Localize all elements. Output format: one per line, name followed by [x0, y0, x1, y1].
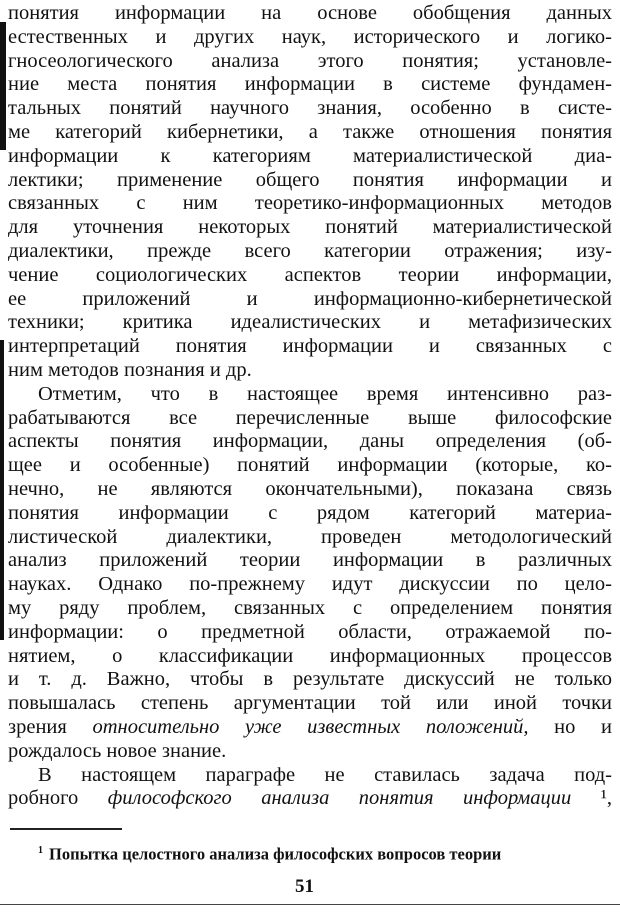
text-line — [8, 478, 612, 502]
text-segment: гносеологического анализа этого понятия; установле- — [8, 49, 612, 72]
text-line — [8, 288, 612, 312]
text-segment: ее приложений и информационно-кибернетической — [8, 287, 612, 310]
text-segment: ним методов познания и др. — [8, 358, 252, 381]
text-line — [8, 526, 612, 550]
text-line — [8, 264, 612, 288]
text-line — [8, 645, 612, 669]
text-segment: диалектики, прежде всего категории отражения; изу- — [8, 239, 612, 262]
text-line — [8, 668, 612, 692]
text-segment: Отметим, что в настоящее время интенсивно раз- — [38, 382, 612, 405]
text-segment: листической диалектики, проведен методологический — [8, 525, 612, 548]
footnote-marker: 1 — [38, 845, 43, 856]
text-line — [8, 216, 612, 240]
text-line — [8, 335, 612, 359]
footnote — [38, 840, 612, 866]
text-segment: для уточнения некоторых понятий материалистической — [8, 216, 612, 239]
text-line — [8, 407, 612, 431]
text-segment: и т. д. Важно, чтобы в результате дискуссий не только — [8, 668, 612, 691]
text-segment: науках. Однако по-прежнему идут дискуссии по цело- — [8, 573, 612, 596]
text-segment: ме категорий кибернетики, а также отношения понятия — [8, 120, 612, 143]
text-segment: нечно, не являются окончательными), показана связь — [8, 477, 612, 500]
text-line — [8, 502, 612, 526]
text-line — [8, 240, 612, 264]
text-segment: информации к категориям материалистической диа- — [8, 144, 612, 167]
text-line — [8, 430, 612, 454]
text-line — [8, 359, 612, 383]
text-segment: рождалось новое знание. — [8, 739, 227, 762]
text-segment: интерпретаций понятия информации и связанных с — [8, 335, 612, 358]
body-text — [8, 2, 612, 811]
text-line — [8, 26, 612, 50]
text-line — [8, 2, 612, 26]
text-line — [8, 50, 612, 74]
scan-edge-mark — [0, 22, 6, 150]
text-line — [8, 716, 612, 740]
italic-segment: относительно уже известных положений, — [92, 715, 529, 738]
text-segment: понятия информации на основе обобщения данных — [8, 2, 612, 24]
text-segment: техники; критика идеалистических и метафизических — [8, 311, 612, 334]
text-segment: му ряду проблем, связанных с определением понятия — [8, 596, 612, 619]
text-line — [8, 121, 612, 145]
text-line — [8, 145, 612, 169]
text-segment: зрения — [8, 715, 93, 738]
text-segment: лектики; применение общего понятия информации и — [8, 168, 612, 191]
text-segment: связанных с ним теоретико-информационных методов — [8, 192, 612, 215]
text-line — [8, 169, 612, 193]
footnote-separator — [10, 828, 122, 830]
page-bottom-edge — [0, 904, 620, 905]
page-number: 51 — [295, 876, 314, 897]
text-line — [8, 597, 612, 621]
text-segment: ¹, — [571, 787, 612, 810]
footnote-text: Попытка целостного анализа философских вопросов теории — [49, 844, 502, 864]
text-line — [8, 311, 612, 335]
text-line — [8, 787, 612, 811]
text-segment: повышалась степень аргументации той или иной точки — [8, 692, 612, 715]
text-line — [8, 383, 612, 407]
text-segment: чение социологических аспектов теории информации, — [8, 263, 612, 286]
text-segment: В настоящем параграфе не ставилась задача под- — [38, 763, 612, 786]
text-line — [8, 764, 612, 788]
text-segment: анализ приложений теории информации в различных — [8, 549, 612, 572]
text-segment: рабатываются все перечисленные выше философские — [8, 406, 612, 429]
text-line — [8, 73, 612, 97]
text-line — [8, 740, 612, 764]
text-line — [8, 549, 612, 573]
text-line — [8, 621, 612, 645]
text-segment: ние места понятия информации в системе фундамен- — [8, 73, 612, 96]
text-segment: тальных понятий научного знания, особенно в систе- — [8, 97, 612, 120]
text-line — [8, 692, 612, 716]
scan-edge-mark — [0, 340, 4, 640]
text-segment: щее и особенные) понятий информации (которые, ко- — [8, 454, 612, 477]
text-segment: естественных и других наук, исторического и логико- — [8, 25, 612, 48]
text-segment: нятием, о классификации информационных процессов — [8, 644, 612, 667]
text-segment: но и — [528, 715, 612, 738]
italic-segment: философского анализа понятия информации — [107, 787, 572, 810]
text-segment: робного — [8, 787, 108, 810]
text-segment: информации: о предметной области, отражаемой по- — [8, 620, 612, 643]
text-line — [8, 97, 612, 121]
text-line — [8, 454, 612, 478]
text-segment: понятия информации с рядом категорий материа- — [8, 501, 612, 524]
text-line — [8, 192, 612, 216]
text-line — [8, 573, 612, 597]
text-segment: аспекты понятия информации, даны определения (об- — [8, 430, 612, 453]
